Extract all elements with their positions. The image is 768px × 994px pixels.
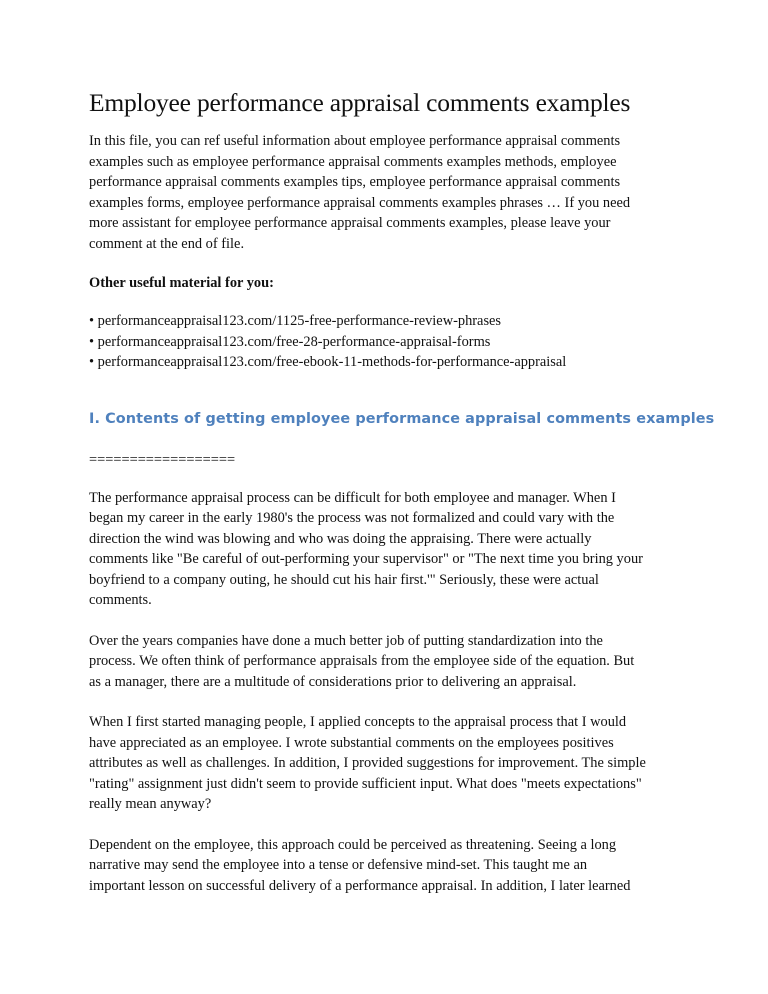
body-paragraph bbox=[89, 835, 679, 897]
text-line: Over the years companies have done a much better job of putting standardization into the bbox=[89, 632, 603, 649]
text-line: boyfriend to a company outing, he should cut his hair first.'" Seriously, these were actual bbox=[89, 571, 599, 588]
text-line: When I first started managing people, I applied concepts to the appraisal process that I would bbox=[89, 714, 627, 730]
text-line: really mean anyway? bbox=[89, 796, 212, 812]
material-link[interactable]: • performanceappraisal123.com/1125-free-performance-review-phrases bbox=[89, 311, 679, 332]
material-link-list bbox=[89, 311, 679, 373]
text-line: performance appraisal comments examples tips, employee performance appraisal comments bbox=[89, 174, 621, 190]
text-line: began my career in the early 1980's the process was not formalized and could vary with the bbox=[89, 510, 615, 526]
section-heading: I. Contents of getting employee performance appraisal comments examples bbox=[89, 410, 715, 427]
body-paragraph bbox=[89, 712, 679, 815]
text-line: examples such as employee performance appraisal comments examples methods, employee bbox=[89, 153, 617, 170]
other-material-heading: Other useful material for you: bbox=[89, 275, 274, 291]
text-line: more assistant for employee performance appraisal comments examples, please leave your bbox=[89, 215, 611, 231]
material-link[interactable]: • performanceappraisal123.com/free-28-performance-appraisal-forms bbox=[89, 332, 679, 353]
text-line: process. We often think of performance appraisals from the employee side of the equation. But bbox=[89, 653, 635, 669]
document-page bbox=[89, 86, 715, 916]
text-line: have appreciated as an employee. I wrote substantial comments on the employees positives bbox=[89, 734, 614, 751]
text-line: In this file, you can ref useful information about employee performance appraisal comments bbox=[89, 133, 621, 149]
text-line: important lesson on successful delivery of a performance appraisal. In addition, I later learned bbox=[89, 877, 631, 894]
text-line: "rating" assignment just didn't seem to provide sufficient input. What does "meets expectations" bbox=[89, 775, 642, 792]
document-title: Employee performance appraisal comments examples bbox=[89, 88, 631, 117]
intro-paragraph bbox=[89, 131, 679, 254]
text-line: comments. bbox=[89, 592, 152, 608]
text-line: comments like "Be careful of out-performing your supervisor" or "The next time you bring your bbox=[89, 551, 643, 567]
text-line: direction the wind was blowing and who was doing the appraising. There were actually bbox=[89, 530, 592, 547]
body-paragraph bbox=[89, 488, 679, 611]
text-line: narrative may send the employee into a tense or defensive mind-set. This taught me an bbox=[89, 857, 588, 873]
material-link[interactable]: • performanceappraisal123.com/free-ebook-11-methods-for-performance-appraisal bbox=[89, 352, 679, 373]
body-paragraph bbox=[89, 631, 679, 693]
text-line: attributes as well as challenges. In addition, I provided suggestions for improvement. The simple bbox=[89, 755, 646, 771]
text-line: The performance appraisal process can be difficult for both employee and manager. When I bbox=[89, 489, 616, 506]
text-line: examples forms, employee performance appraisal comments examples phrases … If you need bbox=[89, 194, 631, 211]
divider-line: ================== bbox=[89, 451, 236, 468]
text-line: comment at the end of file. bbox=[89, 235, 245, 252]
text-line: as a manager, there are a multitude of considerations prior to delivering an appraisal. bbox=[89, 673, 577, 690]
text-line: Dependent on the employee, this approach could be perceived as threatening. Seeing a long bbox=[89, 836, 617, 853]
